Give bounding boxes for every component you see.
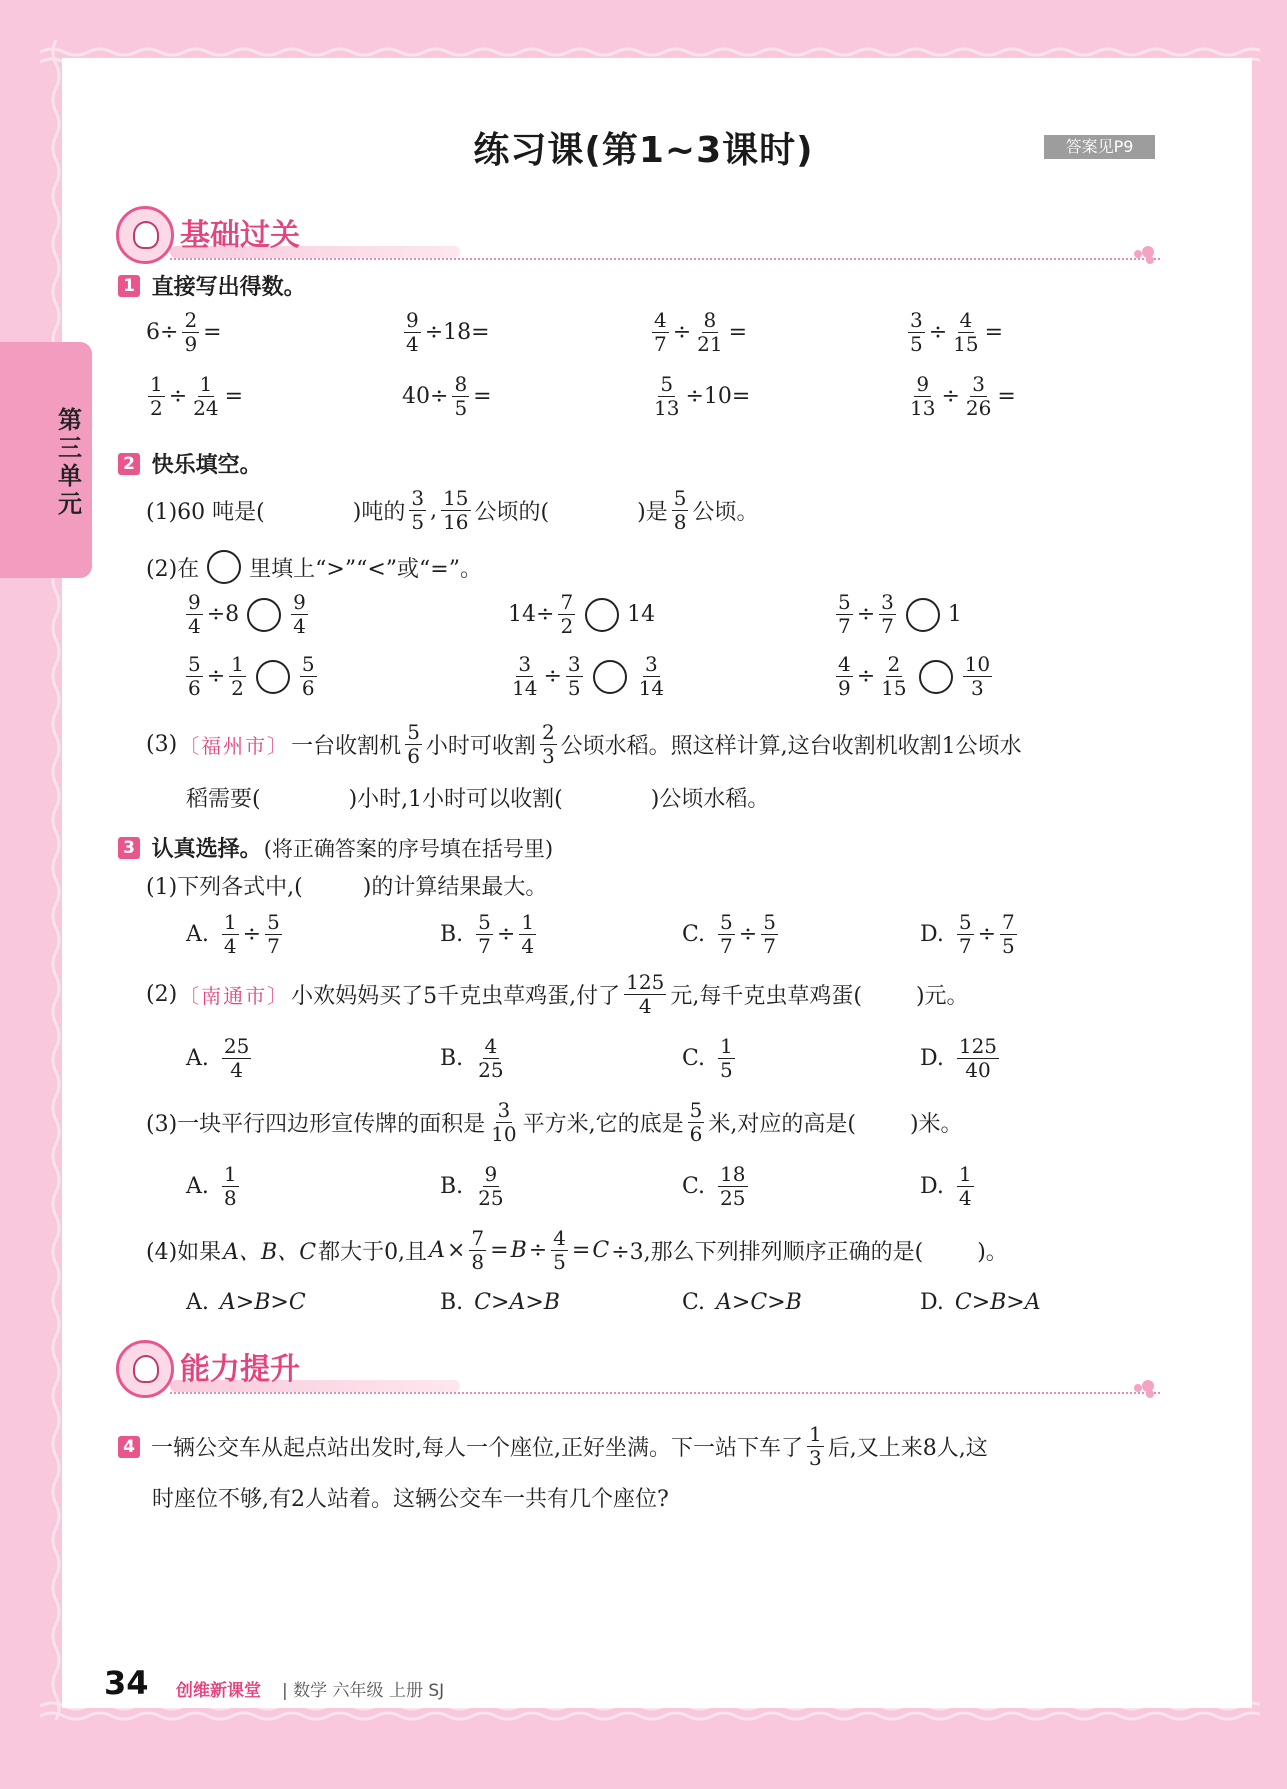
equals: =: [203, 320, 222, 345]
fraction: $\frac{3}{7}$: [881, 590, 894, 638]
text: (2): [146, 982, 178, 1007]
section-basic: [116, 206, 1156, 266]
text: 元,每千克虫草鸡蛋(: [670, 984, 862, 1009]
q1-item-6: [402, 374, 492, 419]
section-basic-title: 基础过关: [180, 218, 300, 253]
q1-title: 直接写出得数。: [151, 275, 306, 300]
fraction: $\frac{1}{3}$: [809, 1422, 822, 1470]
operator: ÷: [242, 922, 262, 947]
option-b[interactable]: [440, 912, 538, 957]
text: )元。: [915, 984, 969, 1009]
q3-title: 认真选择。: [151, 837, 262, 862]
q3-sub-4: [146, 1228, 1008, 1273]
fraction: $\frac{3}{10}$: [491, 1098, 517, 1146]
fraction: $\frac{5}{8}$: [673, 486, 687, 534]
option-label: C.: [682, 1290, 706, 1315]
fraction: $\frac{25}{4}$: [223, 1034, 250, 1082]
fraction: $\frac{5}{7}$: [267, 910, 280, 958]
option-d[interactable]: [920, 1290, 1041, 1315]
text: 小时可收割: [425, 734, 536, 759]
variable: C: [592, 1238, 610, 1263]
option-text: C>A>B: [474, 1290, 560, 1315]
text: )吨的: [352, 500, 406, 525]
option-c[interactable]: [682, 1164, 750, 1209]
fraction: $\frac{5}{7}$: [763, 910, 776, 958]
text: (4)如果: [146, 1240, 222, 1265]
fraction: $\frac{4}{15}$: [953, 308, 979, 356]
equals: =: [997, 384, 1016, 409]
operator: ÷: [941, 384, 960, 409]
fraction: $\frac{3}{14}$: [638, 652, 665, 700]
equals: =: [490, 1238, 509, 1263]
option-label: B.: [440, 1174, 464, 1199]
option-label: A.: [186, 1174, 209, 1199]
mascot-icon: [116, 1340, 174, 1398]
compare-circle[interactable]: [247, 598, 281, 632]
text: 米,对应的高是(: [708, 1112, 856, 1137]
fraction: $\frac{1}{4}$: [223, 910, 237, 958]
q2-number: 2: [118, 453, 140, 475]
text: 平方米,它的底是: [522, 1112, 684, 1137]
text: 里填上“>”“<”或“=”。: [249, 556, 482, 582]
compare-circle[interactable]: [593, 660, 627, 694]
dotted-divider: [170, 258, 1160, 260]
text: 小欢妈妈买了5千克虫草鸡蛋,付了: [291, 984, 621, 1009]
text: 公顷。: [692, 500, 759, 525]
q2-part-1: [146, 488, 758, 533]
compare-item-5: [508, 654, 668, 699]
fraction: $\frac{3}{5}$: [910, 308, 923, 356]
variable: B: [510, 1238, 527, 1263]
operator: ÷: [977, 922, 997, 947]
fraction: $\frac{1}{8}$: [223, 1162, 237, 1210]
option-a[interactable]: [186, 1164, 241, 1209]
q1-item-7: [650, 374, 750, 419]
operator: ÷: [528, 1238, 548, 1263]
brand-name: 创维新课堂: [176, 1681, 261, 1701]
expr-text: ÷8: [206, 602, 240, 627]
equals: =: [571, 1238, 591, 1263]
q3-heading: [118, 832, 553, 863]
fraction: $\frac{7}{8}$: [471, 1226, 485, 1274]
q2-part-3: [146, 722, 1022, 767]
fraction: $\frac{2}{3}$: [541, 720, 555, 768]
q1-item-5: [146, 374, 243, 419]
fraction: $\frac{9}{4}$: [406, 308, 419, 356]
fraction: $\frac{5}{6}$: [188, 652, 201, 700]
text: 稻需要(: [186, 787, 261, 812]
city-tag: 〔南通市〕: [179, 984, 290, 1008]
option-label: D.: [920, 922, 944, 947]
option-label: C.: [682, 922, 706, 947]
fraction: $\frac{4}{25}$: [478, 1034, 504, 1082]
section-advanced: [116, 1340, 1156, 1400]
q3-number: 3: [118, 837, 140, 859]
expr-text: ÷10=: [685, 384, 751, 409]
fraction: $\frac{5}{6}$: [407, 720, 420, 768]
q2-part-2-heading: [146, 550, 482, 584]
expr-text: 6÷: [146, 320, 179, 345]
expr-text: 40÷: [402, 384, 449, 409]
page-title: 练习课(第1~3课时): [473, 130, 814, 171]
city-tag: 〔福州市〕: [179, 734, 290, 758]
option-b[interactable]: [440, 1036, 508, 1081]
option-c[interactable]: [682, 912, 780, 957]
fraction: $\frac{5}{6}$: [689, 1098, 703, 1146]
text: (3)一块平行四边形宣传牌的面积是: [146, 1112, 486, 1137]
book-info: | 数学 六年级 上册 SJ: [282, 1681, 445, 1701]
expr-text: 1: [947, 602, 962, 627]
option-b[interactable]: [440, 1290, 560, 1315]
dotted-divider: [170, 1392, 1160, 1394]
fraction: $\frac{1}{2}$: [150, 372, 163, 420]
option-label: C.: [682, 1046, 706, 1071]
option-a[interactable]: [186, 1036, 253, 1081]
fraction: $\frac{4}{7}$: [654, 308, 667, 356]
text: 一台收割机: [291, 734, 402, 759]
fraction: $\frac{3}{5}$: [411, 486, 425, 534]
q4-line-2: [152, 1482, 669, 1513]
q3-sub-1: [146, 870, 547, 901]
operator: ÷: [206, 664, 226, 689]
operator: ÷: [928, 320, 948, 345]
option-d[interactable]: [920, 912, 1019, 957]
q2-part-3-line-2: [186, 782, 769, 813]
text: 一辆公交车从起点站出发时,每人一个座位,正好坐满。下一站下车了: [151, 1436, 803, 1461]
text: (2)在: [146, 556, 200, 582]
q1-item-3: [650, 310, 747, 355]
q1-item-4: [906, 310, 1003, 355]
option-b[interactable]: [440, 1164, 508, 1209]
text: )公顷水稻。: [650, 787, 770, 812]
option-a[interactable]: [186, 1290, 306, 1315]
compare-circle[interactable]: [585, 598, 619, 632]
option-label: D.: [920, 1174, 944, 1199]
text: 都大于0,且: [318, 1240, 428, 1265]
text: 公顷水稻。照这样计算,这台收割机收割1公顷水: [560, 734, 1022, 759]
option-c[interactable]: [682, 1036, 737, 1081]
option-a[interactable]: [186, 912, 284, 957]
fraction: $\frac{18}{25}$: [720, 1162, 746, 1210]
q1-heading: [118, 270, 306, 301]
fraction: $\frac{8}{5}$: [454, 372, 468, 420]
fraction: $\frac{1}{4}$: [958, 1162, 972, 1210]
option-text: C>B>A: [954, 1290, 1041, 1315]
fraction: $\frac{3}{14}$: [512, 652, 538, 700]
q4-number: 4: [118, 1436, 140, 1458]
q3-sub-2: [146, 972, 969, 1017]
mascot-icon: [116, 206, 174, 264]
compare-circle[interactable]: [256, 660, 290, 694]
option-label: C.: [682, 1174, 706, 1199]
q1-item-8: [906, 374, 1016, 419]
fraction: $\frac{125}{40}$: [958, 1034, 998, 1082]
operator: ÷: [856, 602, 876, 627]
option-label: A.: [186, 1046, 209, 1071]
compare-item-1: [184, 592, 310, 637]
fraction: $\frac{9}{4}$: [188, 590, 201, 638]
fraction: $\frac{15}{16}$: [443, 486, 469, 534]
text: (1)下列各式中,(: [146, 875, 303, 900]
fraction: $\frac{1}{5}$: [720, 1034, 733, 1082]
option-label: A.: [186, 1290, 209, 1315]
page-number: 34: [104, 1664, 149, 1702]
fraction: $\frac{1}{24}$: [193, 372, 219, 420]
q3-note: (将正确答案的序号填在括号里): [263, 836, 554, 861]
text: 后,又上来8人,这: [827, 1436, 988, 1461]
fraction: $\frac{5}{13}$: [654, 372, 680, 420]
q1-item-2: [402, 310, 490, 355]
operator: ÷: [672, 320, 692, 345]
option-label: B.: [440, 1046, 464, 1071]
equals: =: [473, 384, 492, 409]
text: )小时,1小时可以收割(: [348, 787, 563, 812]
fraction: $\frac{7}{2}$: [560, 590, 574, 638]
option-text: A>C>B: [716, 1290, 802, 1315]
q1-item-1: [146, 310, 222, 355]
fraction: $\frac{1}{2}$: [231, 652, 244, 700]
variables: A、B、C: [223, 1240, 317, 1265]
compare-item-3: [834, 592, 962, 637]
compare-item-4: [184, 654, 319, 699]
fraction: $\frac{1}{4}$: [521, 910, 535, 958]
option-d[interactable]: [920, 1036, 1001, 1081]
q4-line-1: [118, 1424, 988, 1469]
operator: ÷: [496, 922, 516, 947]
equals: =: [984, 320, 1004, 345]
equals: =: [224, 384, 244, 409]
operator: ÷: [168, 384, 188, 409]
option-label: D.: [920, 1046, 944, 1071]
compare-circle[interactable]: [919, 660, 953, 694]
expr-text: 14÷: [508, 602, 555, 627]
q3-sub-3: [146, 1100, 963, 1145]
option-label: B.: [440, 922, 464, 947]
text: )米。: [909, 1112, 963, 1137]
compare-circle[interactable]: [906, 598, 940, 632]
fraction: $\frac{5}{7}$: [838, 590, 851, 638]
text: )是: [637, 500, 668, 525]
compare-circle-icon: [207, 550, 241, 584]
fraction: $\frac{9}{13}$: [910, 372, 936, 420]
compare-item-2: [508, 592, 655, 637]
text: 时座位不够,有2人站着。这辆公交车一共有几个座位?: [152, 1487, 669, 1512]
fraction: $\frac{3}{5}$: [567, 652, 581, 700]
option-d[interactable]: [920, 1164, 976, 1209]
fraction: $\frac{2}{9}$: [184, 308, 198, 356]
expr-text: ÷18=: [424, 320, 490, 345]
fraction: $\frac{5}{6}$: [301, 652, 315, 700]
option-label: B.: [440, 1290, 464, 1315]
answer-reference: 答案见P9: [1044, 135, 1155, 159]
operator: ÷: [856, 664, 876, 689]
text: ÷3,那么下列排列顺序正确的是(: [611, 1240, 924, 1265]
operator: ×: [446, 1238, 466, 1263]
text: (1)60 吨是(: [146, 500, 265, 525]
text: (3): [146, 732, 178, 757]
q2-heading: [118, 448, 262, 479]
text: 公顷的(: [474, 500, 550, 525]
option-label: A.: [186, 922, 209, 947]
fraction: $\frac{10}{3}$: [964, 652, 991, 700]
fraction: $\frac{3}{26}$: [965, 372, 992, 420]
q1-number: 1: [118, 275, 140, 297]
option-c[interactable]: [682, 1290, 802, 1315]
fraction: $\frac{8}{21}$: [697, 308, 723, 356]
operator: ÷: [738, 922, 758, 947]
fraction: $\frac{9}{4}$: [293, 590, 306, 638]
fraction: $\frac{7}{5}$: [1002, 910, 1015, 958]
variable: A: [429, 1238, 445, 1263]
fraction: $\frac{5}{7}$: [720, 910, 733, 958]
text: )。: [977, 1240, 1008, 1265]
unit-tab-label: 第三单元: [58, 406, 82, 518]
unit-tab: [0, 342, 92, 578]
compare-item-6: [834, 654, 994, 699]
text: ,: [430, 498, 438, 523]
fraction: $\frac{5}{7}$: [958, 910, 972, 958]
fraction: $\frac{4}{9}$: [838, 652, 851, 700]
fraction: $\frac{5}{7}$: [478, 910, 491, 958]
fraction: $\frac{125}{4}$: [626, 970, 665, 1018]
fraction: $\frac{2}{15}$: [881, 652, 907, 700]
expr-text: 14: [627, 602, 656, 627]
fraction: $\frac{9}{25}$: [478, 1162, 504, 1210]
option-text: A>B>C: [219, 1290, 306, 1315]
equals: =: [728, 320, 748, 345]
section-advanced-title: 能力提升: [180, 1352, 300, 1387]
fraction: $\frac{4}{5}$: [553, 1226, 566, 1274]
text: )的计算结果最大。: [362, 875, 548, 900]
q2-title: 快乐填空。: [151, 453, 262, 478]
operator: ÷: [543, 664, 562, 689]
option-label: D.: [920, 1290, 944, 1315]
